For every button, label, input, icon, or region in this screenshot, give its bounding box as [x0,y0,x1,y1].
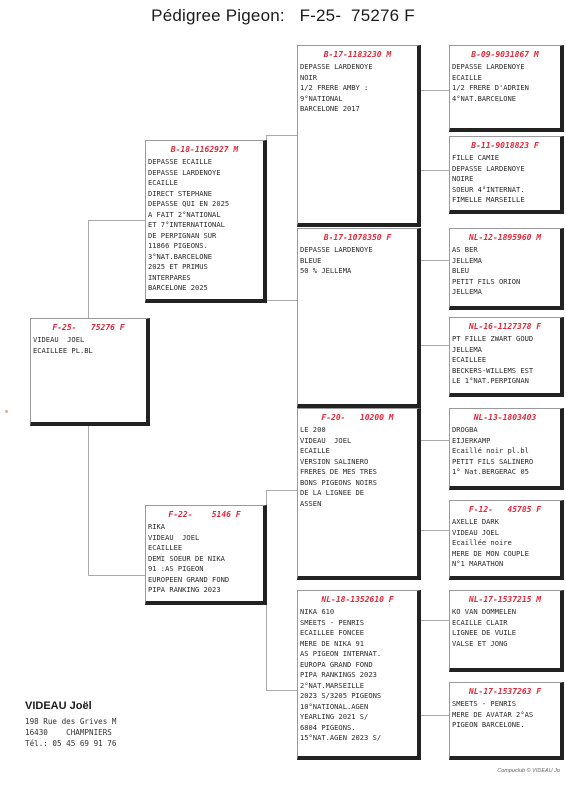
great-grandparent-line: 4°NAT.BARCELONE [452,93,517,103]
grandsire-maternal-line: BONS PIGEONS NOIRS [300,477,377,487]
connector-line [266,490,298,491]
mother-line: VIDEAU JOEL [148,532,200,542]
father-line: A FAIT 2°NATIONAL [148,209,221,219]
connector-line [420,530,450,531]
great-grandparent-id: NL-13-1803403 [473,413,537,422]
speck-mark [5,410,8,413]
great-grandparent-line: FIMELLE MARSEILLE [452,195,525,204]
connector-line [420,715,450,716]
granddam-paternal-line: DEPASSE LARDENOYE [300,245,373,254]
great-grandparent-line: MERE DE AVATAR 2°AS [452,709,534,719]
subject-card [30,318,150,426]
great-grandparent-id: B-09-9031867 M [471,50,539,59]
father-line: BARCELONE 2025 [148,283,208,292]
footer-credit: Compuclub © VIDEAU Jo [497,768,560,774]
grandsire-paternal-id: B-17-1183230 M [323,50,392,59]
connector-line [266,690,298,691]
grandsire-paternal-line: DEPASSE LARDENOYE [300,62,373,71]
great-grandparent-line: NOIRE [452,174,474,183]
grandsire-maternal-line: FRERES DE MES TRES [300,467,377,476]
great-grandparent-line: JELLEMA [452,344,482,354]
granddam-paternal-id: B-17-1078350 F [323,233,392,242]
connector-line [266,300,298,301]
connector-line [88,425,89,575]
connector-line [88,220,89,319]
connector-line [420,90,450,91]
father-line: ET 7°INTERNATIONAL [148,220,225,229]
great-grandparent-line: DEPASSE LARDENOYE [452,62,525,71]
connector-line [420,620,450,621]
granddam-paternal-line: BLEUE [300,255,322,265]
great-grandparent-line: KO VAN DOMMELEN [452,607,517,616]
mother-line: EUROPEEN GRAND FOND [148,574,230,584]
mother-line: PIPA RANKING 2023 [148,585,221,594]
owner-phone: Tél.: 05 45 69 91 76 [25,739,117,748]
great-grandparent-card-3 [449,228,564,310]
father-card [145,140,267,303]
great-grandparent-line: VIDEAU JOEL [452,527,499,537]
great-grandparent-line: BLEU [452,266,470,275]
grandsire-maternal-line: ASSEN [300,498,322,508]
great-grandparent-line: JELLEMA [452,287,482,296]
father-line: 11866 PIGEONS. [148,241,208,250]
granddam-maternal-line: YEARLING 2021 S/ [300,712,369,721]
great-grandparent-id: NL-16-1127378 F [468,322,542,331]
great-grandparent-card-1 [449,45,564,132]
mother-line: 91 :AS PIGEON [148,564,204,573]
mother-card [145,505,267,605]
grandsire-maternal-id: F-20- 10200 M [321,413,394,422]
granddam-maternal-card [297,590,421,760]
granddam-maternal-line: SMEETS - PENRIS [300,617,365,627]
granddam-maternal-line: 2023 S/3205 PIGEONS [300,691,382,700]
connector-line [420,345,450,346]
great-grandparent-line: PT FILLE ZWART GOUD [452,334,534,343]
great-grandparent-card-6 [449,500,564,580]
great-grandparent-line: 1° Nat.BERGERAC 05 [452,467,529,476]
great-grandparent-line: DEPASSE LARDENOYE [452,163,525,173]
grandsire-maternal-line: DE LA LIGNEE DE [300,488,365,497]
granddam-paternal-card [297,228,421,408]
mother-line: ECAILLEE [148,543,183,552]
great-grandparent-line: AS BER [452,245,478,254]
granddam-paternal-line: 50 % JELLEMA [300,266,352,275]
great-grandparent-line: SOEUR 4°INTERNAT. [452,184,525,194]
great-grandparent-line: PETIT FILS SALINERO [452,456,534,466]
granddam-maternal-line: AS PIGEON INTERNAT. [300,649,382,658]
granddam-maternal-line: 15°NAT.AGEN 2023 S/ [300,733,382,742]
great-grandparent-line: PETIT FILS ORION [452,276,521,286]
great-grandparent-line: LE 1°NAT.PERPIGNAN [452,376,529,385]
great-grandparent-line: AXELLE DARK [452,517,499,526]
great-grandparent-id: NL-12-1895960 M [468,233,542,242]
great-grandparent-id: B-11-9018823 F [471,141,539,150]
father-line: INTERPARES [148,272,191,282]
great-grandparent-line: EIJERKAMP [452,435,491,445]
granddam-maternal-line: 10°NATIONAL.AGEN [300,701,369,711]
great-grandparent-card-4 [449,317,564,397]
connector-line [420,260,450,261]
great-grandparent-id: F-12- 45785 F [468,505,542,514]
grandsire-maternal-line: VIDEAU JOEL [300,435,352,445]
great-grandparent-line: Ecaillé noir pl.bl [452,446,529,455]
great-grandparent-card-5 [449,408,564,490]
father-line: DE PERPIGNAN SUR [148,230,217,240]
grandsire-paternal-line: NOIR [300,72,318,82]
great-grandparent-card-2 [449,136,564,214]
great-grandparent-card-7 [449,590,564,672]
great-grandparent-line: 1/2 FRERE D'ADRIEN [452,83,529,92]
great-grandparent-line: FILLE CAMIE [452,153,499,162]
subject-line: ECAILLEE PL.BL [33,345,93,355]
connector-line [266,135,298,136]
father-line: DEPASSE ECAILLE [148,157,213,166]
great-grandparent-card-8 [449,682,564,760]
granddam-maternal-id: NL-18-1352610 F [321,595,394,604]
grandsire-paternal-line: BARCELONE 2017 [300,104,360,113]
great-grandparent-line: Ecaillée noire [452,538,512,547]
subject-line: VIDEAU JOEL [33,335,85,344]
great-grandparent-line: BECKERS-WILLEMS EST [452,365,534,375]
great-grandparent-line: ECAILLEE [452,355,487,364]
owner-address: 198 Rue des Grives M [25,717,117,726]
great-grandparent-line: N°1 MARATHON [452,559,504,568]
father-line: DEPASSE QUI EN 2025 [148,199,230,208]
granddam-maternal-line: NIKA 610 [300,607,335,616]
grandsire-maternal-line: ECAILLE [300,446,330,455]
grandsire-maternal-line: LE 200 [300,425,326,434]
connector-line [420,170,450,171]
great-grandparent-line: VALSE ET JONG [452,638,508,648]
great-grandparent-line: PIGEON BARCELONE. [452,720,525,729]
granddam-maternal-line: PIPA RANKINGS 2023 [300,670,377,679]
great-grandparent-line: LIGNEE DE VUILE [452,628,517,637]
granddam-maternal-line: MERE DE NIKA 91 [300,638,365,648]
grandsire-paternal-line: 1/2 FRERE AMBY : [300,83,369,92]
great-grandparent-line: SMEETS - PENRIS [452,699,517,708]
mother-id: F-22- 5146 F [168,510,241,519]
great-grandparent-line: ECAILLE [452,72,482,82]
grandsire-paternal-line: 9°NATIONAL [300,93,343,103]
granddam-maternal-line: 2°NAT.MARSEILLE [300,680,365,690]
mother-line: DEMI SOEUR DE NIKA [148,553,225,563]
father-line: 3°NAT.BARCELONE [148,251,213,261]
grandsire-paternal-card [297,45,421,227]
grandsire-maternal-line: VERSION SALINERO [300,456,369,466]
father-line: DEPASSE LARDENOYE [148,167,221,177]
father-line: 2025 ET PRIMUS [148,262,208,271]
great-grandparent-line: MERE DE MON COUPLE [452,548,529,558]
connector-line [88,575,146,576]
father-id: B-18-1162927 M [170,145,239,154]
great-grandparent-line: DROGBA [452,425,478,434]
granddam-maternal-line: ECAILLEE FONCEE [300,628,365,637]
subject-id: F-25- 75276 F [52,323,125,332]
owner-name: VIDEAU Joël [25,700,92,712]
father-line: ECAILLE [148,178,178,187]
granddam-maternal-line: EUROPA GRAND FOND [300,659,373,669]
page-title: Pédigree Pigeon: F-25- 75276 F [151,6,415,25]
great-grandparent-id: NL-17-1537263 F [468,687,542,696]
father-line: DIRECT STEPHANE [148,188,213,198]
great-grandparent-id: NL-17-1537215 M [468,595,542,604]
owner-city: 16430 CHAMPNIERS [25,728,112,737]
great-grandparent-line: JELLEMA [452,255,482,265]
connector-line [420,440,450,441]
granddam-maternal-line: 6804 PIGEONS. [300,722,356,732]
great-grandparent-line: ECAILLE CLAIR [452,617,508,627]
connector-line [88,220,146,221]
grandsire-maternal-card [297,408,421,580]
mother-line: RIKA [148,522,166,531]
